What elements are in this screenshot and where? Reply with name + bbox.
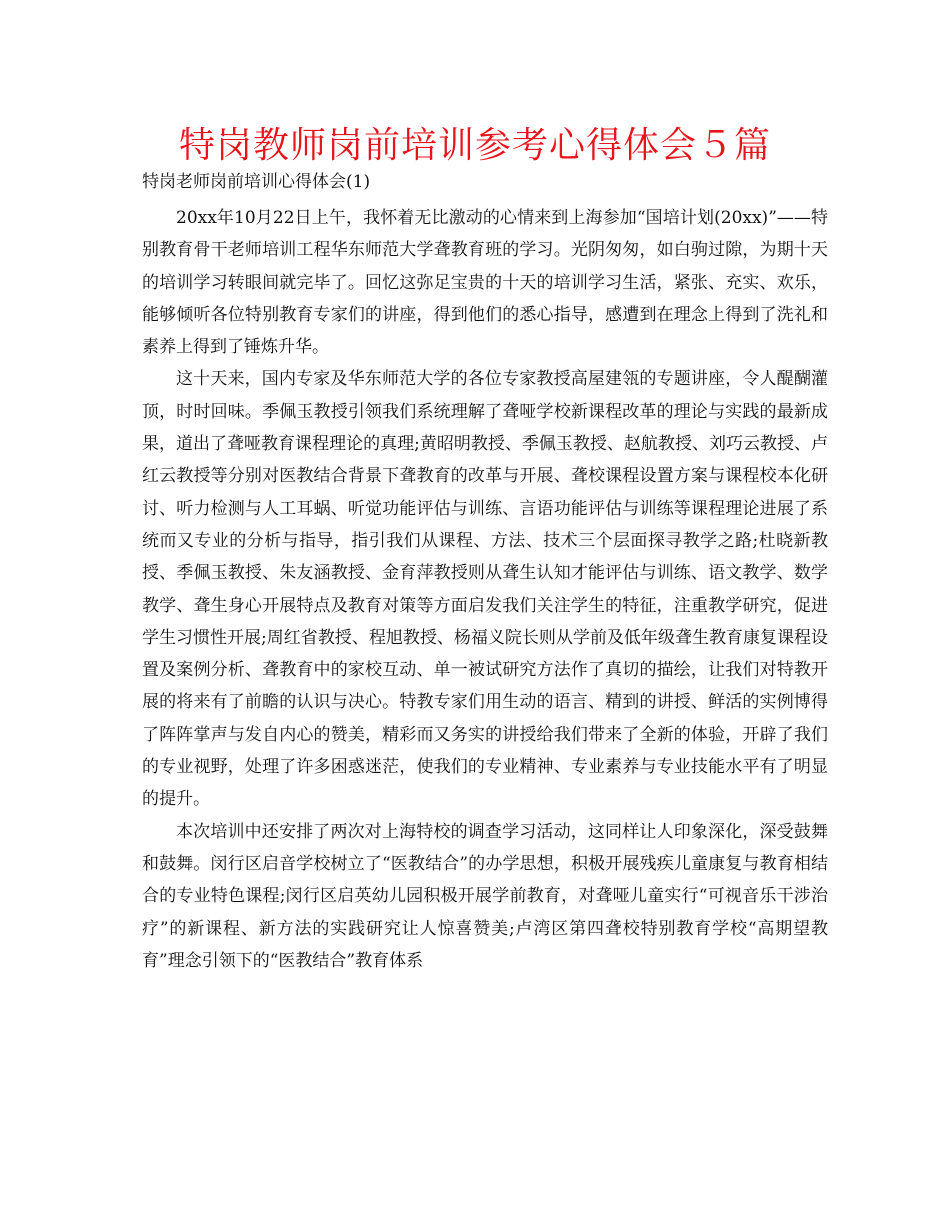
paragraph-3: 本次培训中还安排了两次对上海特校的调查学习活动，这同样让人印象深化，深受鼓舞和鼓舞。闵行区启音学校树立了“医教结合”的办学思想，积极开展残疾儿童康复与教育相结合的专业特色课程;闵行区启英幼儿园积极开展学前教育，对聋哑儿童实行“可视音乐干涉治疗”的新课程、新方法的实践研究让人惊喜赞美;卢湾区第四聋校特别教育学校“高期望教育”理念引领下的“医教结合”教育体系 bbox=[142, 821, 828, 971]
document-title: 特岗教师岗前培训参考心得体会５篇 bbox=[178, 125, 771, 166]
document-body bbox=[142, 202, 828, 977]
document-subtitle: 特岗老师岗前培训心得体会(1) bbox=[142, 172, 371, 192]
paragraph-1: 20xx年10月22日上午，我怀着无比激动的心情来到上海参加“国培计划(20xx)”——特别教育骨干老师培训工程华东师范大学聋教育班的学习。光阴匆匆，如白驹过隙，为期十天的培训学习转眼间就完毕了。回忆这弥足宝贵的十天的培训学习生活，紧张、充实、欢乐，能够倾听各位特别教育专家们的讲座，得到他们的悉心指导，感遭到在理念上得到了洗礼和素养上得到了锤炼升华。 bbox=[142, 208, 828, 358]
paragraph-2: 这十天来，国内专家及华东师范大学的各位专家教授高屋建瓴的专题讲座，令人醍醐灌顶，时时回味。季佩玉教授引领我们系统理解了聋哑学校新课程改革的理论与实践的最新成果，道出了聋哑教育课程理论的真理;黄昭明教授、季佩玉教授、赵航教授、刘巧云教授、卢红云教授等分别对医教结合背景下聋教育的改革与开展、聋校课程设置方案与课程校本化研讨、听力检测与人工耳蜗、听觉功能评估与训练、言语功能评估与训练等课程理论进展了系统而又专业的分析与指导，指引我们从课程、方法、技术三个层面探寻教学之路;杜晓新教授、季佩玉教授、朱友涵教授、金育萍教授则从聋生认知才能评估与训练、语文教学、数学教学、聋生身心开展特点及教育对策等方面启发我们关注学生的特征，注重教学研究，促进学生习惯性开展;周红省教授、程旭教授、杨福义院长则从学前及低年级聋生教育康复课程设置及案例分析、聋教育中的家校互动、单一被试研究方法作了真切的描绘，让我们对特教开展的将来有了前瞻的认识与决心。特教专家们用生动的语言、精到的讲授、鲜活的实例博得了阵阵掌声与发自内心的赞美，精彩而又务实的讲授给我们带来了全新的体验，开辟了我们的专业视野，处理了许多困惑迷茫，使我们的专业精神、专业素养与专业技能水平有了明显的提升。 bbox=[142, 369, 828, 810]
